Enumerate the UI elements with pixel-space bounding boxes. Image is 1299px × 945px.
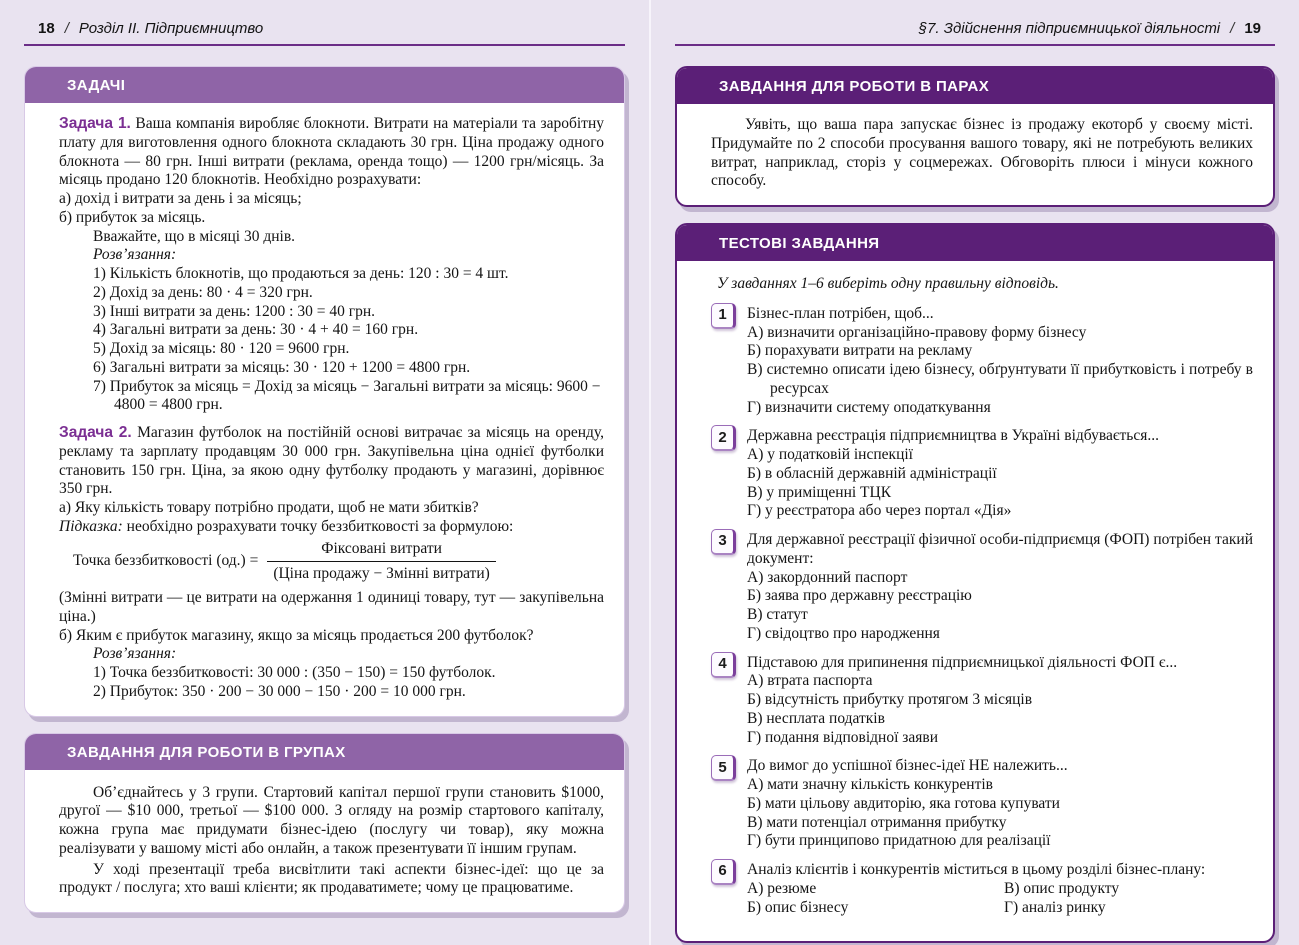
divider-slash: / bbox=[1230, 20, 1235, 37]
question-number-badge: 1 bbox=[711, 303, 736, 329]
answer-option: А) резюме bbox=[747, 879, 817, 897]
question-number-badge: 2 bbox=[711, 425, 736, 451]
answer-option: Г) свідоцтво про народження bbox=[747, 624, 940, 642]
answer-option: А) визначити організаційно-правову форму бізнесу bbox=[747, 323, 1087, 341]
answer-option: В) системно описати ідею бізнесу, обґрунтувати її прибутковість і потребу в ресурсах bbox=[747, 361, 1253, 397]
question-number-badge: 4 bbox=[711, 652, 736, 678]
task2-label: Задача 2. bbox=[59, 424, 132, 441]
answer-option: А) закордонний паспорт bbox=[747, 568, 908, 586]
task1-solution-step: 5) Дохід за місяць: 80 · 120 = 9600 грн. bbox=[93, 340, 350, 357]
answer-option: Б) опис бізнесу bbox=[747, 898, 849, 916]
task1-solution-step: 3) Інші витрати за день: 1200 : 30 = 40 грн. bbox=[93, 302, 375, 320]
answer-option: Б) порахувати витрати на рекламу bbox=[747, 342, 973, 360]
answer-option: Г) у реєстратора або через портал «Дія» bbox=[747, 502, 1012, 520]
breakeven-formula bbox=[73, 540, 604, 585]
task1-solution-step: 6) Загальні витрати за місяць: 30 · 120 + 1200 = 4800 грн. bbox=[93, 358, 471, 376]
answer-option: Б) мати цільову авдиторію, яка готова купувати bbox=[747, 794, 1060, 812]
question-text: Для державної реєстрації фізичної особи-підприємця (ФОП) потрібен такий документ: bbox=[747, 531, 1253, 567]
task2-solution-step: 2) Прибуток: 350 · 200 − 30 000 − 150 · 200 = 10 000 грн. bbox=[93, 682, 466, 700]
task2-note: (Змінні витрати — це витрати на одержання 1 одиниці товару, тут — закупівельна ціна.) bbox=[59, 589, 604, 625]
answer-option: А) у податковій інспекції bbox=[747, 446, 913, 463]
task1-solution-block bbox=[93, 228, 604, 416]
answer-option: В) мати потенціал отримання прибутку bbox=[747, 813, 1007, 831]
question-2 bbox=[711, 427, 1253, 521]
answer-option: В) несплата податків bbox=[747, 709, 885, 727]
question-number-badge: 5 bbox=[711, 755, 736, 781]
pair-work-paragraph: Уявіть, що ваша пара запускає бізнес із продажу екоторб у своєму місті. Придумайте по 2 способи просування вашого товару, які не потребують великих витрат, наприклад, сторіз у соцмережах. Обговоріть плюси і мінуси кожного способу. bbox=[711, 116, 1253, 190]
question-5 bbox=[711, 757, 1253, 851]
question-number-badge: 3 bbox=[711, 529, 736, 555]
pair-work-box-body bbox=[677, 104, 1273, 205]
task1-note: Вважайте, що в місяці 30 днів. bbox=[93, 227, 296, 245]
answer-option: Б) відсутність прибутку протягом 3 місяців bbox=[747, 691, 1033, 708]
tests-box-title: ТЕСТОВІ ЗАВДАННЯ bbox=[677, 225, 1273, 261]
group-work-paragraph: Об’єднайтесь у 3 групи. Стартовий капітал першої групи становить $1000, другої — $10 000, третьої — $100 000. З огляду на розмір стартового капіталу, кожна група має придумати бізнес-ідею (послугу чи товар), яку можна реалізувати у вашому місті або онлайн, а також презентувати її іншим групам. bbox=[59, 783, 604, 857]
tasks-box bbox=[24, 66, 625, 717]
answer-option: Б) заява про державну реєстрацію bbox=[747, 587, 972, 605]
task2-hint bbox=[59, 518, 604, 537]
question-text: До вимог до успішної бізнес-ідеї НЕ належить... bbox=[747, 757, 1068, 775]
task1-item-b: б) прибуток за місяць. bbox=[59, 208, 206, 226]
page-left bbox=[0, 0, 649, 945]
task2-solution-block bbox=[93, 645, 604, 701]
task2-solution-step: 1) Точка беззбитковості: 30 000 : (350 − 150) = 150 футболок. bbox=[93, 664, 496, 681]
tests-box bbox=[675, 223, 1275, 943]
task2-intro-paragraph bbox=[59, 424, 604, 499]
task1-item-a: а) дохід і витрати за день і за місяць; bbox=[59, 190, 302, 207]
answer-option: Г) аналіз ринку bbox=[1004, 898, 1106, 916]
tasks-box-title: ЗАДАЧІ bbox=[25, 67, 624, 103]
task2-item-a: а) Яку кількість товару потрібно продати, щоб не мати збитків? bbox=[59, 499, 479, 516]
group-work-box-body bbox=[25, 770, 624, 913]
question-text: Аналіз клієнтів і конкурентів міститься в цьому розділі бізнес-плану: bbox=[747, 861, 1206, 878]
question-1 bbox=[711, 305, 1253, 418]
divider-slash: / bbox=[64, 20, 69, 37]
question-number-badge: 6 bbox=[711, 859, 736, 885]
task1-solution-step: 4) Загальні витрати за день: 30 · 4 + 40 = 160 грн. bbox=[93, 321, 419, 339]
running-head-right bbox=[675, 16, 1275, 46]
formula-lhs: Точка беззбитковості (од.) = bbox=[73, 552, 259, 570]
group-work-box bbox=[24, 733, 625, 914]
task2-intro-text: Магазин футболок на постійній основі витрачає за місяць на оренду, рекламу та зарплату продавцям 30 000 грн. Закупівельна ціна однієї футболки становить 150 грн. Ціна, за якою одну футболку продають у магазині, дорівнює 350 грн. bbox=[59, 424, 604, 498]
task1-intro-paragraph bbox=[59, 115, 604, 190]
tasks-box-body bbox=[25, 103, 624, 716]
formula-denominator: (Ціна продажу − Змінні витрати) bbox=[267, 561, 495, 584]
task1-solution-label: Розв’язання: bbox=[93, 246, 177, 264]
chapter-title: Розділ II. Підприємництво bbox=[78, 20, 264, 37]
task1-solution-step: 1) Кількість блокнотів, що продаються за день: 120 : 30 = 4 шт. bbox=[93, 265, 509, 282]
tests-box-body bbox=[677, 261, 1273, 941]
question-6 bbox=[711, 861, 1253, 917]
answer-option: В) опис продукту bbox=[1004, 879, 1120, 897]
formula-numerator: Фіксовані витрати bbox=[321, 539, 442, 557]
running-head-left bbox=[24, 16, 625, 46]
question-text: Підставою для припинення підприємницької діяльності ФОП є... bbox=[747, 653, 1178, 671]
task2-hint-label: Підказка: bbox=[59, 517, 123, 535]
task1-solution-step: 2) Дохід за день: 80 · 4 = 320 грн. bbox=[93, 283, 313, 301]
group-work-paragraph: У ході презентації треба висвітлити такі аспекти бізнес-ідеї: що це за продукт / послуга; хто ваші клієнти; як продаватимете; чому це працюватиме. bbox=[59, 860, 604, 897]
task2-hint-text: необхідно розрахувати точку беззбитковості за формулою: bbox=[122, 517, 514, 535]
task1-solution-step: 7) Прибуток за місяць = Дохід за місяць − Загальні витрати за місяць: 9600 − 4800 = 4800 грн. bbox=[93, 377, 601, 414]
page-number: 19 bbox=[1244, 20, 1261, 37]
answer-option: Б) в обласній державній адміністрації bbox=[747, 464, 997, 482]
task1-intro-text: Ваша компанія виробляє блокноти. Витрати на матеріали та заробітну плату для виготовлення одного блокнота складають 30 грн. Ціна продажу одного блокнота — 80 грн. Інші витрати (реклама, оренда тощо) — 1200 грн/місяць. За місяць продано 120 блокнотів. Необхідно розрахувати: bbox=[59, 115, 604, 189]
answer-option: В) у приміщенні ТЦК bbox=[747, 483, 892, 501]
answer-option: Г) визначити систему оподаткування bbox=[747, 398, 991, 416]
task2-item-b: б) Яким є прибуток магазину, якщо за місяць продається 200 футболок? bbox=[59, 626, 534, 644]
answer-option: Г) бути принципово придатною для реалізації bbox=[747, 832, 1051, 850]
section-title: §7. Здійснення підприємницької діяльності bbox=[918, 20, 1221, 37]
page-right bbox=[649, 0, 1299, 945]
task1-label: Задача 1. bbox=[59, 115, 131, 132]
tests-intro: У завданнях 1–6 виберіть одну правильну відповідь. bbox=[717, 275, 1059, 292]
formula-fraction bbox=[267, 540, 495, 585]
page-number: 18 bbox=[38, 20, 55, 37]
answer-option: Г) подання відповідної заяви bbox=[747, 728, 938, 746]
question-text: Бізнес-план потрібен, щоб... bbox=[747, 304, 934, 322]
task2-solution-label: Розв’язання: bbox=[93, 645, 177, 663]
answer-option: А) мати значну кількість конкурентів bbox=[747, 776, 993, 793]
pair-work-box-title: ЗАВДАННЯ ДЛЯ РОБОТИ В ПАРАХ bbox=[677, 68, 1273, 104]
question-text: Державна реєстрація підприємництва в Україні відбувається... bbox=[747, 427, 1159, 445]
answer-option: А) втрата паспорта bbox=[747, 672, 873, 690]
question-3 bbox=[711, 531, 1253, 644]
group-work-box-title: ЗАВДАННЯ ДЛЯ РОБОТИ В ГРУПАХ bbox=[25, 734, 624, 770]
pair-work-box bbox=[675, 66, 1275, 207]
answer-option: В) статут bbox=[747, 606, 808, 623]
answer-options-two-columns bbox=[747, 880, 1253, 918]
question-4 bbox=[711, 654, 1253, 748]
